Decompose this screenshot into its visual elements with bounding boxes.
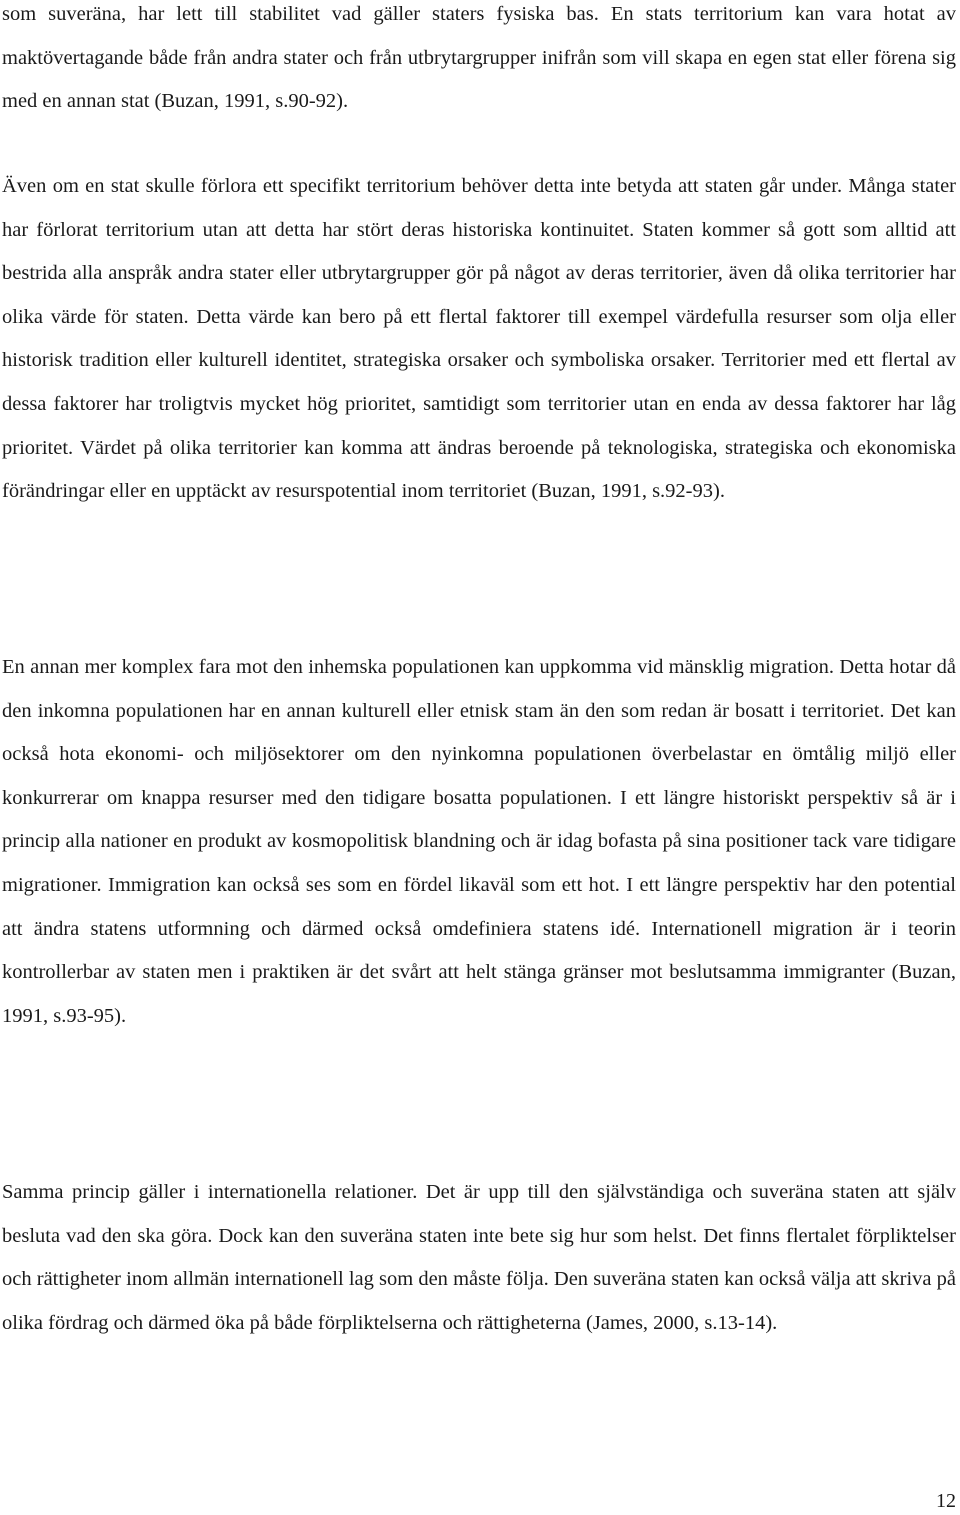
page-number: 12 (936, 1490, 956, 1512)
paragraph-territory-value: Även om en stat skulle förlora ett specifikt territorium behöver detta inte betyda att staten går under. Många stater har förlorat territorium utan att detta har stört deras historiska kontinuitet. Staten kommer så gott som alltid att bestrida alla anspråk andra stater eller utbrytargrupper gör på något av deras territorier, även då olika territorier har olika värde för staten. Detta värde kan bero på ett flertal faktorer till exempel värdefulla resurser som olja eller historisk tradition eller kulturell identitet, strategiska orsaker och symboliska orsaker. Territorier med ett flertal av dessa faktorer har troligtvis mycket hög prioritet, samtidigt som territorier utan en enda av dessa faktorer har låg prioritet. Värdet på olika territorier kan komma att ändras beroende på teknologiska, strategiska och ekonomiska förändringar eller en upptäckt av resurspotential inom territoriet (Buzan, 1991, s.92-93). (2, 175, 956, 503)
paragraph-international-relations: Samma princip gäller i internationella relationer. Det är upp till den självständiga och suveräna staten att själv besluta vad den ska göra. Dock kan den suveräna staten inte bete sig hur som helst. Det finns flertalet förpliktelser och rättigheter inom allmän internationell lag som den måste följa. Den suveräna staten kan också välja att skriva på olika fördrag och därmed öka på både förpliktelserna och rättigheterna (James, 2000, s.13-14). (2, 1181, 956, 1334)
paragraph-migration: En annan mer komplex fara mot den inhemska populationen kan uppkomma vid mänsklig migration. Detta hotar då den inkomna populationen har en annan kulturell eller etnisk stam än den som redan är bosatt i territoriet. Det kan också hota ekonomi- och miljösektorer om den nyinkomna populationen överbelastar en ömtålig miljö eller konkurrerar om knappa resurser med den tidigare bosatta populationen. I ett längre historiskt perspektiv så är i princip alla nationer en produkt av kosmopolitisk blandning och är idag bofasta på sina positioner tack vare tidigare migrationer. Immigration kan också ses som en fördel likaväl som ett hot. I ett längre perspektiv har den potential att ändra statens utformning och därmed också omdefiniera statens idé. Internationell migration är i teorin kontrollerbar av staten men i praktiken är det svårt att helt stänga gränser mot beslutsamma immigranter (Buzan, 1991, s.93-95). (2, 656, 956, 1027)
paragraph-territorial-threats: som suveräna, har lett till stabilitet vad gäller staters fysiska bas. En stats territorium kan vara hotat av maktövertagande både från andra stater och från utbrytargrupper inifrån som vill skapa en egen stat eller förena sig med en annan stat (Buzan, 1991, s.90-92). (2, 3, 956, 113)
